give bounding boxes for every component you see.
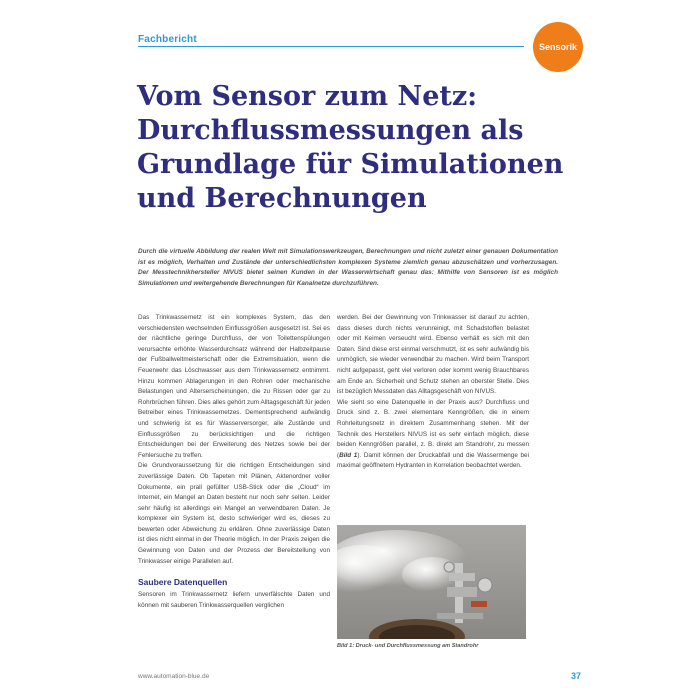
section-heading: Saubere Datenquellen (138, 577, 228, 588)
footer-url: www.automation-blue.de (138, 673, 210, 680)
body-paragraph: Das Trinkwassernetz ist ein komplexes System, das den verschiedensten wechselnden Einflussgrößen ausgesetzt ist. Sei es der nächtliche geringe Durchfluss, der von Toilettenspülungen verursachte erhöhte Wasserdurchsatz während der Halbzeitpause der Fußballweltmeisterschaft oder die Extremsituation, wenn die Feuerwehr das Löschwasser aus dem Trinkwassernetz entnimmt. Hinzu kommen Ablagerungen in den Rohren oder mechanische Belastungen und Alterserscheinungen, die zu Rissen oder gar zu Rohrbrüchen führen. Dies alles gehört zum Alltagsgeschäft für jeden Betreiber eines Trinkwassernetzes. Dementsprechend aufwändig und schwierig ist es für Wasserversorger, alle Zustände und Einflussgrößen zu berücksichtigen und die richtigen Entscheidungen bei der Erweiterung des Netzes sowie bei der Fehlersuche zu treffen. (138, 314, 330, 459)
body-column-left (138, 313, 330, 611)
body-paragraph: Wie sieht so eine Datenquelle in der Praxis aus? Durchfluss und Druck sind z. B. zwei elementare Kenngrößen, die in einem Rohrleitungsnetz in direktem Zusammenhang stehen. Mit der Technik des Herstellers NIVUS ist es sehr einfach möglich, diese beiden Kenngrößen parallel, z. B. direkt am Standrohr, zu messen (Bild 1). Damit können der Druckabfall und die Wassermenge bei maximal geöffnetem Hydranten in Korrelation beobachtet werden. (337, 398, 529, 470)
article-title: Vom Sensor zum Netz: Durchflussmessungen als Grundlage für Simulationen und Berechnungen (137, 81, 564, 214)
body-paragraph: Die Grundvoraussetzung für die richtigen Entscheidungen sind zuverlässige Daten. Ob Tapeten mit Plänen, Aktenordner voller Dokumente, ein prall gefüllter USB-Stick oder die „Cloud“ im Internet, ein Mangel an Daten besteht nur noch sehr selten. Leider sehr häufig ist allerdings ein Mangel an verwendbaren Daten. Je komplexer ein System ist, desto schwieriger wird es, dieses zu bewerten oder Abweichung zu erklären. Ohne zuverlässige Daten ist dies nicht einmal in der Theorie möglich. In der Praxis zeigen die Gewinnung von Daten und der Prozess der Bereitstellung von Trinkwasser einige Parallelen auf. (138, 462, 330, 565)
body-paragraph: werden. Bei der Gewinnung von Trinkwasser ist darauf zu achten, dass dieses durch nichts verunreinigt, mit Schadstoffen belastet oder mit Keimen verseucht wird. Ebenso verhält es sich mit den Daten. Sind diese erst einmal verschmutzt, ist es sehr aufwändig bis unmöglich, sie wieder verwendbar zu machen. Wird beim Transport nicht aufgepasst, geht viel verloren oder kommt wenig Brauchbares am Ende an. Sicherheit und Schutz stehen an oberster Stelle. Dies ist bezüglich Messdaten das Alltagsgeschäft von NIVUS. (337, 314, 529, 396)
header-rule (138, 46, 524, 47)
figure-caption: Bild 1: Druck- und Durchflussmessung am Standrohr (337, 643, 479, 649)
body-paragraph: Sensoren im Trinkwassernetz liefern unverfälschte Daten und können mit sauberen Trinkwasserquellen verglichen (138, 591, 330, 609)
section-label: Fachbericht (138, 34, 197, 45)
category-badge-label: Sensorik (538, 42, 578, 52)
category-badge (533, 22, 583, 72)
body-column-right (337, 313, 529, 472)
figure-photo (337, 525, 526, 639)
page-number: 37 (571, 671, 582, 681)
article-lead: Durch die virtuelle Abbildung der realen Welt mit Simulationswerkzeugen, Berechnungen und nicht zuletzt einer genauen Dokumentation ist es möglich, Verhalten und Zustände der unterschiedlichsten komplexen Systeme ziemlich genau abzuschätzen und vorherzusagen. Der Messtechnikhersteller NIVUS bietet seinen Kunden in der Wasserwirtschaft genau das: Mithilfe von Sensoren ist es möglich Simulationen und weitergehende Berechnungen für Kanalnetze durchzuführen. (138, 248, 558, 287)
figure-reference: Bild 1 (339, 451, 358, 459)
